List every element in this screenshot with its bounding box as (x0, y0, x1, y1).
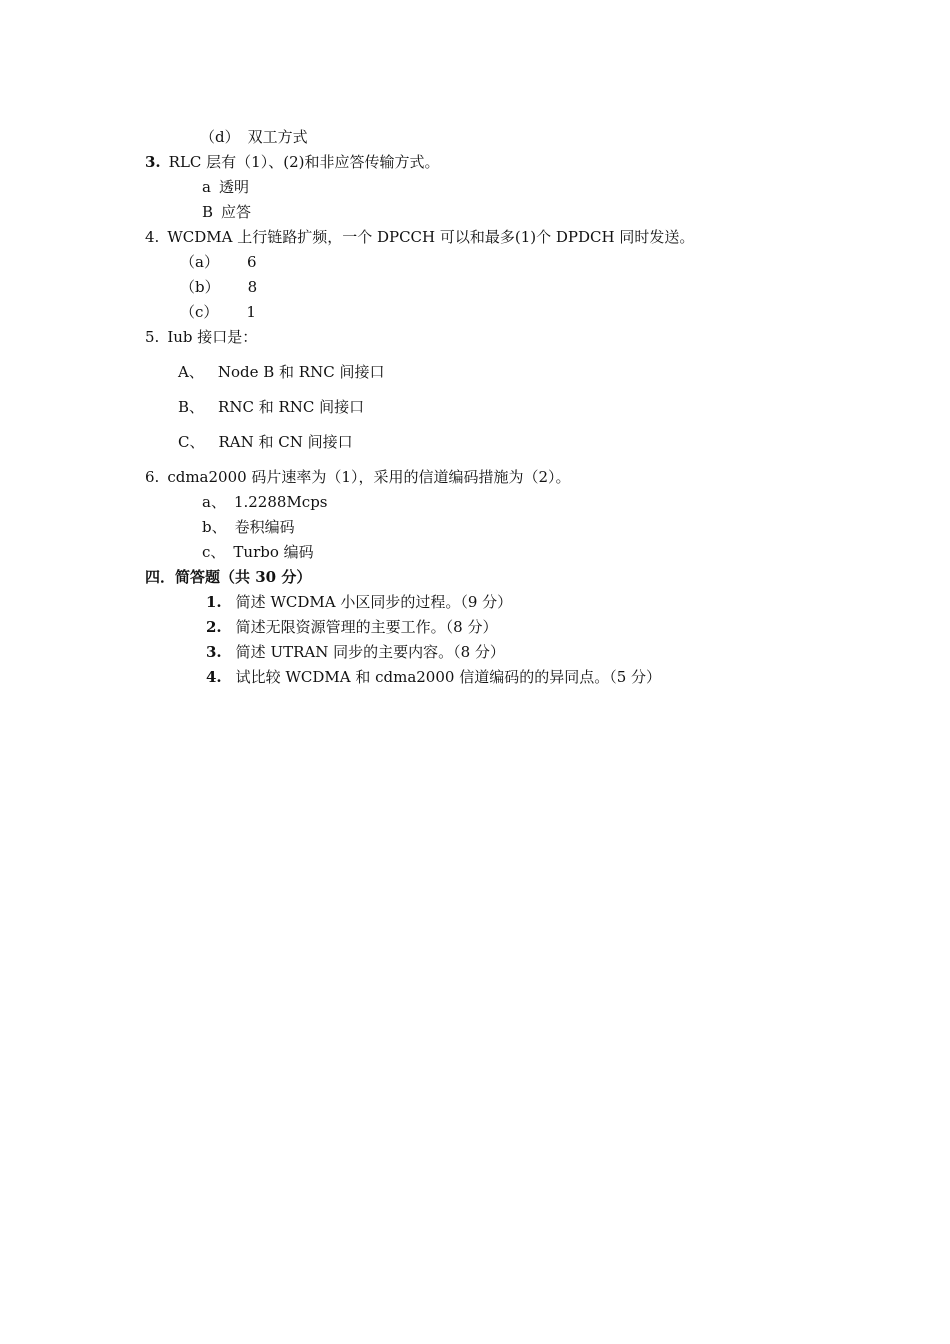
question-number: 2. (206, 618, 222, 636)
option-text: RNC 和 RNC 间接口 (218, 398, 365, 416)
question-text: RLC 层有（1）、(2)和非应答传输方式。 (168, 153, 440, 171)
option-marker: （c） (180, 303, 219, 321)
option-marker: B (202, 203, 214, 221)
option-marker: （a） (180, 253, 219, 271)
question-5 (145, 327, 257, 347)
option-line (202, 492, 328, 512)
option-marker: （d） (200, 128, 240, 146)
option-line (202, 202, 251, 222)
option-text: RAN 和 CN 间接口 (218, 433, 353, 451)
question-text: 简述无限资源管理的主要工作。（8 分） (235, 618, 498, 636)
option-text: 双工方式 (247, 128, 308, 146)
option-marker: a、 (202, 493, 226, 511)
option-text: 6 (246, 253, 257, 271)
option-marker: c、 (202, 543, 226, 561)
short-answer-question (206, 617, 498, 637)
question-4 (145, 227, 694, 247)
option-line (180, 252, 257, 272)
question-text: WCDMA 上行链路扩频，一个 DPCCH 可以和最多(1)个 DPDCH 同时发送。 (167, 228, 695, 246)
short-answer-question (206, 642, 505, 662)
short-answer-question (206, 592, 512, 612)
option-line (178, 397, 364, 417)
question-text: Iub 接口是： (167, 328, 258, 346)
question-3 (145, 152, 439, 172)
question-number: 6. (145, 468, 160, 486)
question-text: 简述 WCDMA 小区同步的过程。（9 分） (235, 593, 513, 611)
option-text: Turbo 编码 (233, 543, 314, 561)
option-line (178, 432, 353, 452)
option-text: 1 (246, 303, 256, 321)
option-marker: （b） (180, 278, 220, 296)
question-text: 简述 UTRAN 同步的主要内容。（8 分） (235, 643, 505, 661)
option-line (200, 127, 308, 147)
question-text: 试比较 WCDMA 和 cdma2000 信道编码的的异同点。（5 分） (235, 668, 662, 686)
option-text: 透明 (218, 178, 249, 196)
section-heading-text: 四．简答题（共 30 分） (145, 568, 312, 586)
option-marker: b、 (202, 518, 227, 536)
question-number: 4. (145, 228, 160, 246)
option-line (180, 277, 257, 297)
option-line (180, 302, 256, 322)
option-line (202, 542, 314, 562)
option-text: 1.2288Mcps (233, 493, 328, 511)
question-number: 5. (145, 328, 160, 346)
short-answer-question (206, 667, 661, 687)
option-marker: C、 (178, 433, 205, 451)
option-text: 应答 (221, 203, 252, 221)
option-line (178, 362, 384, 382)
question-number: 3. (206, 643, 222, 661)
section-heading (145, 567, 311, 587)
option-line (202, 177, 249, 197)
option-marker: B、 (178, 398, 205, 416)
question-number: 3. (145, 153, 161, 171)
question-text: cdma2000 码片速率为（1），采用的信道编码措施为（2）。 (167, 468, 571, 486)
option-marker: a (202, 178, 211, 196)
option-text: 8 (247, 278, 258, 296)
option-marker: A、 (178, 363, 204, 381)
option-line (202, 517, 295, 537)
question-number: 4. (206, 668, 222, 686)
option-text: Node B 和 RNC 间接口 (217, 363, 385, 381)
question-number: 1. (206, 593, 222, 611)
question-6 (145, 467, 571, 487)
option-text: 卷积编码 (234, 518, 295, 536)
